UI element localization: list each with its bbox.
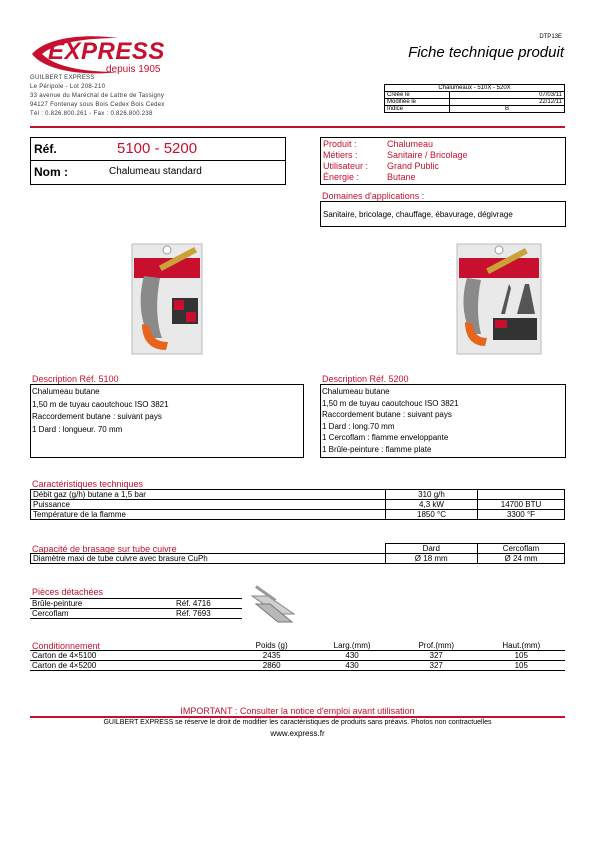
specs-table (30, 489, 565, 520)
spec-value: 4,3 kW (386, 500, 478, 510)
spec-label: Puissance (31, 500, 386, 510)
brazing-value: Ø 18 mm (385, 554, 478, 564)
footer-disclaimer: GUILBERT EXPRESS se réserve le droit de modifier les caractéristiques de produits sans préavis. Photos non contractuelles (103, 719, 492, 726)
user-value: Grand Public (387, 161, 440, 171)
packaging-cell: 327 (429, 661, 443, 670)
applications-text: Sanitaire, bricolage, chauffage, ébavurage, dégivrage (323, 210, 513, 219)
part-name: Brûle-peinture (32, 599, 83, 608)
spec-label: Température de la flamme (31, 510, 386, 520)
desc-line: 1 Cercoflam : flamme enveloppante (322, 433, 449, 442)
desc-5100-title: Description Réf. 5100 (32, 374, 119, 384)
ref-box (30, 137, 286, 185)
meta-heading: Chalumeaux - 510X - 520X (385, 85, 565, 92)
applications-box (320, 201, 566, 227)
footer-important: IMPORTANT : Consulter la notice d'emploi avant utilisation (180, 706, 415, 716)
name-value: Chalumeau standard (109, 166, 202, 177)
profession-value: Sanitaire / Bricolage (387, 150, 468, 160)
company-line2: 33 avenue du Maréchal de Lattre de Tassigny (30, 93, 165, 99)
profession-label: Métiers : (323, 150, 358, 160)
packaging-cell: 105 (514, 651, 528, 660)
packaging-col: Prof.(mm) (418, 641, 454, 650)
brazing-header (31, 544, 565, 554)
desc-5200-box (320, 384, 566, 458)
company-address (30, 74, 165, 119)
user-label: Utilisateur : (323, 161, 369, 171)
packaging-col: Haut.(mm) (502, 641, 541, 650)
spec-row (31, 500, 565, 510)
product-info (320, 137, 566, 185)
spec-value: 1850 °C (386, 510, 478, 520)
desc-line: Chalumeau butane (322, 387, 390, 396)
part-row (30, 599, 242, 609)
packaging-header (30, 641, 565, 651)
meta-row (385, 99, 565, 106)
spec-value-alt: 3300 °F (478, 510, 565, 520)
company-line4: Tél : 0.826.800.261 - Fax : 0.826.800.238 (30, 111, 153, 117)
meta-label: Modifiée le (385, 99, 450, 106)
name-label: Nom : (34, 165, 68, 179)
product-image-5200 (455, 238, 543, 356)
packaging-label: Carton de 4×5200 (32, 661, 97, 670)
spec-row (31, 510, 565, 520)
meta-label: Indice (385, 106, 450, 113)
packaging-cell: 327 (429, 651, 443, 660)
packaging-cell: 430 (345, 661, 359, 670)
meta-row (385, 106, 565, 113)
desc-line: Raccordement butane : suivant pays (322, 410, 452, 419)
packaging-row (30, 661, 565, 671)
spec-row (31, 490, 565, 500)
header-divider (30, 126, 565, 128)
brazing-table (30, 543, 565, 564)
packaging-title: Conditionnement (32, 641, 101, 651)
brand-since: depuis 1905 (106, 64, 161, 75)
packaging-col: Larg.(mm) (333, 641, 371, 650)
brazing-value-alt: Ø 24 mm (478, 554, 565, 564)
desc-line: Raccordement butane : suivant pays (32, 412, 162, 421)
packaging-col: Poids (g) (255, 641, 288, 650)
packaging-row (30, 651, 565, 661)
meta-label: Créée le (385, 92, 450, 99)
company-line1: Le Péripole - Lot 208-210 (30, 84, 106, 90)
brazing-col-cercoflam: Cercoflam (478, 544, 565, 554)
ref-value: 5100 - 5200 (117, 140, 198, 157)
meta-value: 22/12/11 (450, 99, 565, 106)
doc-title: Fiche technique produit (408, 44, 564, 61)
packaging-cell: 430 (345, 651, 359, 660)
desc-line: 1,50 m de tuyau caoutchouc ISO 3821 (322, 398, 459, 408)
brazing-label: Diamètre maxi de tube cuivre avec brasure CuPh (31, 554, 386, 564)
energy-value: Butane (387, 172, 416, 182)
parts-image (248, 584, 298, 626)
desc-line: 1,50 m de tuyau caoutchouc ISO 3821 (32, 399, 169, 409)
product-label: Produit : (323, 139, 357, 149)
parts-table (30, 598, 242, 619)
applications-title: Domaines d'applications : (322, 191, 425, 201)
spec-value-alt: 14700 BTU (478, 500, 565, 510)
part-ref: Réf. 4716 (176, 599, 211, 608)
footer-website[interactable]: www.express.fr (270, 729, 325, 738)
desc-line: 1 Dard : long.70 mm (322, 421, 395, 431)
desc-line: 1 Dard : longueur. 70 mm (32, 424, 123, 434)
brazing-title: Capacité de brasage sur tube cuivre (32, 544, 177, 554)
brand-name: EXPRESS (48, 38, 165, 65)
ref-label: Réf. (34, 142, 57, 156)
brazing-row (31, 554, 565, 564)
doc-code: DTP13E (539, 34, 562, 40)
packaging-cell: 105 (514, 661, 528, 670)
packaging-label: Carton de 4×5100 (32, 651, 97, 660)
product-value: Chalumeau (387, 139, 434, 149)
product-image-5100 (130, 238, 204, 356)
meta-table (384, 84, 565, 113)
spec-label: Débit gaz (g/h) butane a 1,5 bar (31, 490, 386, 500)
company-line3: 94127 Fontenay sous Bois Cedex Bois Cedex (30, 102, 165, 108)
desc-5100-box (30, 384, 304, 458)
meta-value: B (450, 106, 565, 113)
desc-line: Chalumeau butane (32, 387, 100, 396)
spec-value: 310 g/h (386, 490, 478, 500)
meta-value: 07/03/11 (450, 92, 565, 99)
packaging-cell: 2860 (262, 661, 281, 670)
parts-title: Pièces détachées (32, 587, 104, 597)
brazing-col-dard: Dard (385, 544, 478, 554)
part-ref: Réf. 7693 (176, 609, 211, 618)
part-name: Cercoflam (32, 609, 69, 618)
desc-5200-title: Description Réf. 5200 (322, 374, 409, 384)
part-row (30, 609, 242, 619)
packaging-table (30, 641, 565, 671)
spec-value-alt (478, 490, 565, 500)
energy-label: Énergie : (323, 172, 360, 182)
packaging-cell: 2435 (262, 651, 281, 660)
specs-title: Caractéristiques techniques (32, 479, 144, 489)
footer-divider (30, 716, 565, 718)
company-name: GUILBERT EXPRESS (30, 75, 95, 81)
express-logo (28, 32, 188, 78)
meta-row (385, 92, 565, 99)
desc-line: 1 Brûle-peinture : flamme plate (322, 444, 432, 454)
